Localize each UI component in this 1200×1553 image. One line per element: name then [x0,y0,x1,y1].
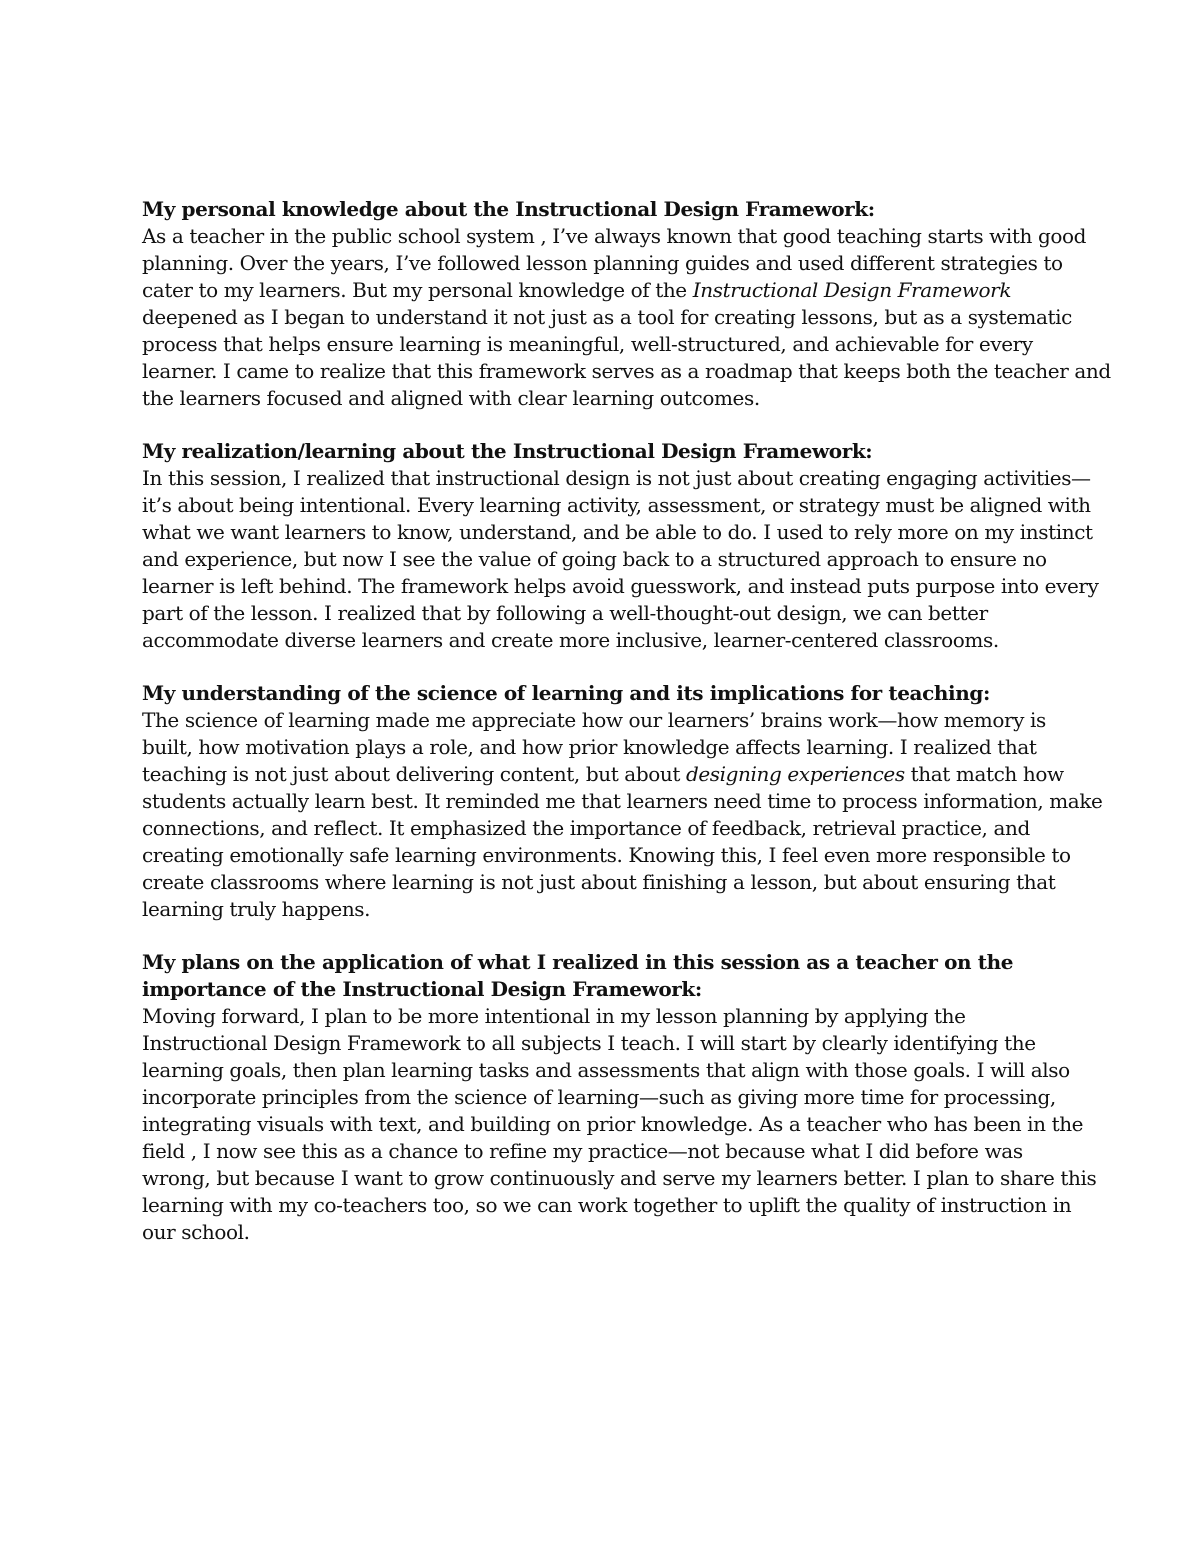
emphasized-text: Instructional Design Framework [692,278,1012,302]
text-run: built, how motivation plays a role, and how prior knowledge affects learning. I realized that [142,735,1037,759]
text-run: Moving forward, I plan to be more intentional in my lesson planning by applying the [142,1004,966,1028]
paragraph-line [142,707,1072,734]
section-heading [142,438,1072,465]
paragraph-line [142,546,1072,573]
paragraph-line [142,1165,1097,1192]
paragraph-line [142,1138,1072,1165]
paragraph-line [142,277,1072,304]
paragraph-line [142,761,1072,788]
text-run: Instructional Design Framework to all subjects I teach. I will start by clearly identifying the [142,1031,1036,1055]
text-run: planning. Over the years, I’ve followed lesson planning guides and used different strategies to [142,251,1063,275]
paragraph-line [142,600,1072,627]
text-run: learning goals, then plan learning tasks and assessments that align with those goals. I will also [142,1058,1070,1082]
text-run: accommodate diverse learners and create more inclusive, learner-centered classrooms. [142,628,999,652]
text-run: our school. [142,1220,250,1244]
text-run: that match how [904,762,1064,786]
text-run: In this session, I realized that instructional design is not just about creating engaging activities— [142,466,1091,490]
paragraph-line [142,573,1099,600]
text-run: process that helps ensure learning is meaningful, well-structured, and achievable for every [142,332,1033,356]
section-paragraph [142,223,1111,412]
text-run: As a teacher in the public school system , I’ve always known that good teaching starts with good [142,224,1087,248]
paragraph-line [142,869,1072,896]
paragraph-line [142,250,1072,277]
paragraph-line [142,896,1072,923]
section-paragraph [142,707,1103,923]
text-run: The science of learning made me appreciate how our learners’ brains work—how memory is [142,708,1046,732]
paragraph-line [142,304,1072,331]
paragraph-line [142,358,1111,385]
paragraph-line [142,1003,1072,1030]
text-run: it’s about being intentional. Every learning activity, assessment, or strategy must be aligned with [142,493,1091,517]
section-heading [142,949,1072,1003]
paragraph-line [142,492,1091,519]
text-run: integrating visuals with text, and building on prior knowledge. As a teacher who has been in the [142,1112,1084,1136]
text-run: deepened as I began to understand it not just as a tool for creating lessons, but as a systematic [142,305,1072,329]
paragraph-line [142,627,1072,654]
paragraph-line [142,815,1072,842]
paragraph-line [142,223,1087,250]
paragraph-line [142,788,1103,815]
section-1 [142,196,1111,412]
paragraph-line [142,1219,1072,1246]
paragraph-line [142,1030,1072,1057]
text-run: and experience, but now I see the value of going back to a structured approach to ensure no [142,547,1047,571]
text-run: learner. I came to realize that this framework serves as a roadmap that keeps both the teacher and [142,359,1111,383]
text-run: incorporate principles from the science of learning—such as giving more time for processing, [142,1085,1056,1109]
text-run: part of the lesson. I realized that by following a well-thought-out design, we can better [142,601,988,625]
text-run: students actually learn best. It reminded me that learners need time to process information, make [142,789,1103,813]
emphasized-text: designing experiences [685,762,905,786]
section-paragraph [142,1003,1097,1246]
paragraph-line [142,385,1072,412]
heading-line: My realization/learning about the Instructional Design Framework: [142,439,873,463]
text-run: learning truly happens. [142,897,371,921]
paragraph-line [142,465,1091,492]
text-run: cater to my learners. But my personal knowledge of the [142,278,693,302]
text-run: connections, and reflect. It emphasized the importance of feedback, retrieval practice, and [142,816,1030,840]
text-run: field , I now see this as a chance to refine my practice—not because what I did before was [142,1139,1023,1163]
paragraph-line [142,842,1072,869]
section-4 [142,949,1097,1246]
text-run: create classrooms where learning is not just about finishing a lesson, but about ensuring that [142,870,1056,894]
section-paragraph [142,465,1099,654]
text-run: the learners focused and aligned with clear learning outcomes. [142,386,760,410]
text-run: wrong, but because I want to grow continuously and serve my learners better. I plan to share this [142,1166,1097,1190]
paragraph-line [142,1192,1072,1219]
section-heading [142,196,1072,223]
section-heading [142,680,1072,707]
heading-line: My personal knowledge about the Instructional Design Framework: [142,197,875,221]
heading-line: My understanding of the science of learning and its implications for teaching: [142,681,990,705]
text-run: teaching is not just about delivering content, but about [142,762,686,786]
heading-line: importance of the Instructional Design Framework: [142,977,702,1001]
paragraph-line [142,331,1072,358]
paragraph-line [142,1057,1072,1084]
text-run: what we want learners to know, understand, and be able to do. I used to rely more on my instinct [142,520,1093,544]
text-run: creating emotionally safe learning environments. Knowing this, I feel even more responsible to [142,843,1071,867]
heading-line: My plans on the application of what I realized in this session as a teacher on the [142,950,1014,974]
paragraph-line [142,519,1093,546]
section-3 [142,680,1103,923]
paragraph-line [142,1111,1084,1138]
text-run: learner is left behind. The framework helps avoid guesswork, and instead puts purpose into every [142,574,1099,598]
text-run: learning with my co-teachers too, so we can work together to uplift the quality of instruction in [142,1193,1072,1217]
document-body [142,196,1111,1272]
section-2 [142,438,1099,654]
paragraph-line [142,734,1072,761]
paragraph-line [142,1084,1072,1111]
